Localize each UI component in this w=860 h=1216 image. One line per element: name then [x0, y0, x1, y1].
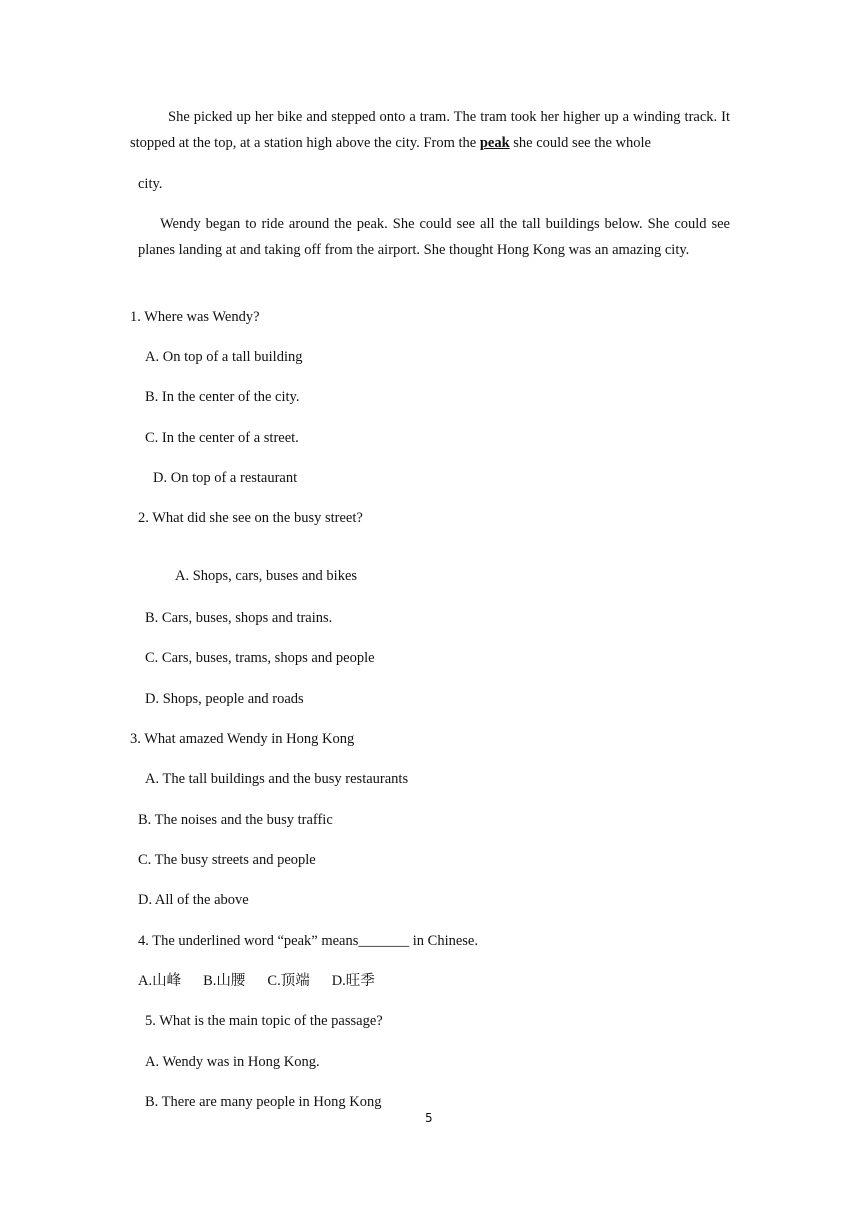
passage-paragraph-1 — [130, 104, 730, 156]
passage-text: she could see the whole — [509, 135, 651, 151]
passage-text: She picked up her bike and stepped onto a tram. The tram took her higher up a winding track. It stopped at the top, at a station high above the city. From the — [130, 109, 730, 151]
q1-option-c: C. In the center of a street. — [145, 430, 299, 446]
passage-continuation: city. — [138, 176, 163, 192]
q2-option-a: A. Shops, cars, buses and bikes — [175, 568, 358, 584]
q2-option-b: B. Cars, buses, shops and trains. — [145, 610, 333, 626]
q3-option-a: A. The tall buildings and the busy restaurants — [145, 771, 409, 787]
q4-option-b: B.山腰 — [203, 973, 246, 989]
q5-option-a: A. Wendy was in Hong Kong. — [145, 1054, 320, 1070]
q4-option-c: C.顶端 — [267, 973, 310, 989]
q1-option-b: B. In the center of the city. — [145, 389, 300, 405]
question-5: 5. What is the main topic of the passage? — [145, 1013, 383, 1029]
page-number: 5 — [425, 1111, 433, 1125]
q4-option-a: A.山峰 — [138, 973, 182, 989]
q2-option-c: C. Cars, buses, trams, shops and people — [145, 650, 375, 666]
q1-option-d: D. On top of a restaurant — [153, 470, 298, 486]
question-2: 2. What did she see on the busy street? — [138, 510, 363, 526]
q4-option-d: D.旺季 — [331, 973, 375, 989]
q3-option-c: C. The busy streets and people — [138, 852, 316, 868]
q5-option-b: B. There are many people in Hong Kong — [145, 1094, 382, 1110]
q3-option-d: D. All of the above — [138, 892, 249, 908]
question-4: 4. The underlined word “peak” means_______ in Chinese. — [138, 933, 478, 949]
q3-option-b: B. The noises and the busy traffic — [138, 812, 333, 828]
question-3: 3. What amazed Wendy in Hong Kong — [130, 731, 355, 747]
q2-option-d: D. Shops, people and roads — [145, 691, 304, 707]
underlined-word-peak: peak — [479, 135, 510, 151]
passage-paragraph-2: Wendy began to ride around the peak. She could see all the tall buildings below. She could see planes landing at and taking off from the airport. She thought Hong Kong was an amazing city. — [138, 216, 730, 258]
q4-options-row — [138, 972, 397, 990]
q1-option-a: A. On top of a tall building — [145, 349, 303, 365]
question-1: 1. Where was Wendy? — [130, 309, 260, 325]
